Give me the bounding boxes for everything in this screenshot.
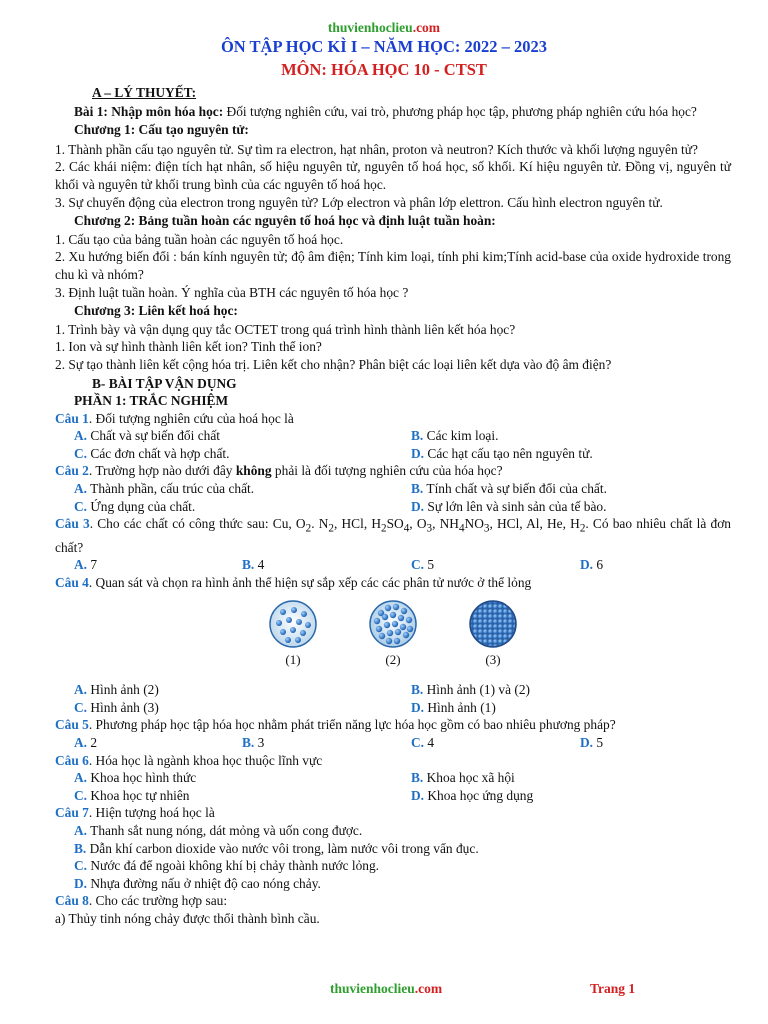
option-a[interactable]: A. 7: [74, 557, 98, 573]
question-label: Câu 1: [55, 410, 89, 426]
chapter-3-title: Chương 3: Liên kết hoá học:: [74, 303, 238, 319]
chapter-3-item: 1. Ion và sự hình thành liên kết ion? Tinh thể ion?: [55, 339, 322, 355]
option-b[interactable]: B. Các kim loại.: [411, 428, 499, 444]
chapter-1-item: 3. Sự chuyển động của electron trong nguyên tử? Lớp electron và phân lớp elettron. Cấu hình electron nguyên tử.: [55, 194, 663, 210]
site-domain: .com: [412, 20, 441, 35]
question-4: Câu 4. Quan sát và chọn ra hình ảnh thể hiện sự sắp xếp các các phân tử nước ở thể lỏng: [55, 574, 532, 590]
question-2-options: [55, 480, 731, 498]
chapter-2-item: 3. Định luật tuần hoàn. Ý nghĩa của BTH các nguyên tố hóa học ?: [55, 284, 409, 300]
question-label: Câu 2: [55, 463, 89, 479]
figure-1: (1): [258, 599, 328, 677]
question-1-options: [55, 445, 731, 463]
sparse-molecules-image: [268, 599, 318, 649]
page-number: Trang 1: [590, 981, 636, 996]
question-label: Câu 5: [55, 717, 89, 733]
option-a[interactable]: A. Chất và sự biến đổi chất: [74, 428, 220, 444]
chapter-1-title: Chương 1: Cấu tạo nguyên tử:: [74, 122, 249, 138]
lesson-1-text: Đối tượng nghiên cứu, vai trò, phương pháp học tập, phương pháp nghiên cứu hóa học?: [223, 103, 697, 119]
question-5-options: [55, 734, 731, 752]
question-6-options: [55, 769, 731, 787]
question-1: Câu 1. Đối tượng nghiên cứu của hoá học là: [55, 410, 294, 426]
option-b[interactable]: B. Khoa học xã hội: [411, 770, 515, 786]
chapter-3-item: 1. Trình bày và vận dụng quy tắc OCTET trong quá trình hình thành liên kết hóa học?: [55, 321, 516, 337]
site-header[interactable]: [0, 20, 768, 36]
option-a[interactable]: A. Thanh sắt nung nóng, dát mỏng và uốn cong được.: [74, 823, 363, 839]
question-7: Câu 7. Hiện tượng hoá học là: [55, 805, 215, 821]
option-c[interactable]: C. Nước đá để ngoài không khí bị chảy thành nước lỏng.: [74, 858, 380, 874]
option-d[interactable]: D. Các hạt cấu tạo nên nguyên tử.: [411, 445, 593, 461]
option-a[interactable]: A. Thành phần, cấu trúc của chất.: [74, 481, 255, 497]
chapter-3-item: 2. Sự tạo thành liên kết cộng hóa trị. Liên kết cho nhận? Phân biệt các loại liên kết dựa vào độ âm điện?: [55, 356, 612, 372]
question-4-options: [55, 681, 731, 699]
option-c[interactable]: C. Ứng dụng của chất.: [74, 498, 196, 514]
option-c[interactable]: C. Khoa học tự nhiên: [74, 787, 190, 803]
question-2: Câu 2. Trường hợp nào dưới đây không phải là đối tượng nghiên cứu của hóa học?: [55, 463, 503, 479]
theory-heading: A – LÝ THUYẾT:: [92, 85, 197, 100]
question-8: Câu 8. Cho các trường hợp sau:: [55, 893, 228, 909]
option-a[interactable]: A. 2: [74, 735, 98, 751]
document-subtitle: MÔN: HÓA HỌC 10 - CTST: [281, 60, 487, 79]
chapter-2-item: 2. Xu hướng biến đổi : bán kính nguyên tử; độ âm điện; Tính kim loại, tính phi kim;Tính acid-base của oxide hydroxide trong chu kì và nhóm?: [55, 249, 731, 282]
option-c[interactable]: C. 5: [411, 557, 435, 573]
question-label: Câu 8: [55, 893, 89, 909]
chapter-2-item: 1. Cấu tạo của bảng tuần hoàn các nguyên tố hoá học.: [55, 231, 344, 247]
option-a[interactable]: A. Hình ảnh (2): [74, 682, 159, 698]
option-d[interactable]: D. 6: [580, 557, 604, 573]
option-d[interactable]: D. 5: [580, 735, 604, 751]
option-a[interactable]: A. Khoa học hình thức: [74, 770, 197, 786]
question-5: Câu 5. Phương pháp học tập hóa học nhằm phát triển năng lực hóa học gồm có bao nhiêu phương pháp?: [55, 717, 616, 733]
molecule-figure: [55, 599, 731, 677]
question-label: Câu 7: [55, 805, 89, 821]
question-label: Câu 6: [55, 752, 89, 768]
site-name: thuvienhoclieu: [327, 20, 413, 35]
option-d[interactable]: D. Sự lớn lên và sinh sản của tế bào.: [411, 498, 607, 514]
part-1-heading: PHẦN 1: TRẮC NGHIỆM: [74, 393, 229, 409]
chapter-1-item: 2. Các khái niệm: điện tích hạt nhân, số hiệu nguyên tử, nguyên tố hoá học, số khối. Kí hiệu nguyên tử. Đồng vị, nguyên tử khối và nguyên tử khối trung bình của các nguyên tố hoá học.: [55, 159, 731, 192]
question-3-options: [55, 556, 731, 574]
document-title: ÔN TẬP HỌC KÌ I – NĂM HỌC: 2022 – 2023: [220, 37, 548, 56]
question-1-options: [55, 427, 731, 445]
document-body: [55, 84, 731, 928]
figure-3: (3): [458, 599, 528, 677]
question-3: Câu 3. Cho các chất có công thức sau: Cu, $O_2$. $N_2$, HCl, $H_2SO_4$, $O_3$, $NH_4NO_3$, HCl, Al, He, $H_2$. Có bao nhiêu chất là đơn chất?: [55, 516, 731, 555]
option-c[interactable]: C. 4: [411, 735, 435, 751]
question-6: Câu 6. Hóa học là ngành khoa học thuộc lĩnh vực: [55, 752, 323, 768]
chapter-2-title: Chương 2: Bảng tuần hoàn các nguyên tố hoá học và định luật tuần hoàn:: [74, 213, 496, 229]
option-d[interactable]: D. Hình ảnh (1): [411, 699, 496, 715]
option-b[interactable]: B. 3: [242, 735, 265, 751]
lesson-1-label: Bài 1: Nhập môn hóa học:: [74, 103, 224, 119]
option-b[interactable]: B. Tính chất và sự biến đổi của chất.: [411, 481, 607, 497]
liquid-molecules-image: [368, 599, 418, 649]
option-c[interactable]: C. Các đơn chất và hợp chất.: [74, 445, 230, 461]
question-8-case-a: a) Thủy tinh nóng chảy được thổi thành bình cầu.: [55, 911, 320, 927]
dense-molecules-image: [468, 599, 518, 649]
option-b[interactable]: B. Hình ảnh (1) và (2): [411, 682, 531, 698]
footer-site-link[interactable]: thuvienhoclieu.com: [330, 981, 443, 996]
chapter-1-item: 1. Thành phần cấu tạo nguyên tử. Sự tìm ra electron, hạt nhân, proton và neutron? Kích thước và khối lượng nguyên tử?: [55, 141, 698, 157]
option-b[interactable]: B. Dẫn khí carbon dioxide vào nước vôi trong, làm nước vôi trong vẩn đục.: [74, 840, 479, 856]
lesson-1: [55, 102, 731, 121]
question-2-options: [55, 498, 731, 516]
option-b[interactable]: B. 4: [242, 557, 265, 573]
option-d[interactable]: D. Khoa học ứng dụng: [411, 787, 534, 803]
question-label: Câu 4: [55, 574, 89, 590]
question-4-options: [55, 699, 731, 717]
question-label: Câu 3: [55, 516, 90, 532]
exercises-heading: B- BÀI TẬP VẬN DỤNG: [92, 375, 237, 391]
question-6-options: [55, 787, 731, 805]
option-c[interactable]: C. Hình ảnh (3): [74, 699, 159, 715]
option-d[interactable]: D. Nhựa đường nấu ở nhiệt độ cao nóng chảy.: [74, 875, 321, 891]
figure-2: (2): [358, 599, 428, 677]
